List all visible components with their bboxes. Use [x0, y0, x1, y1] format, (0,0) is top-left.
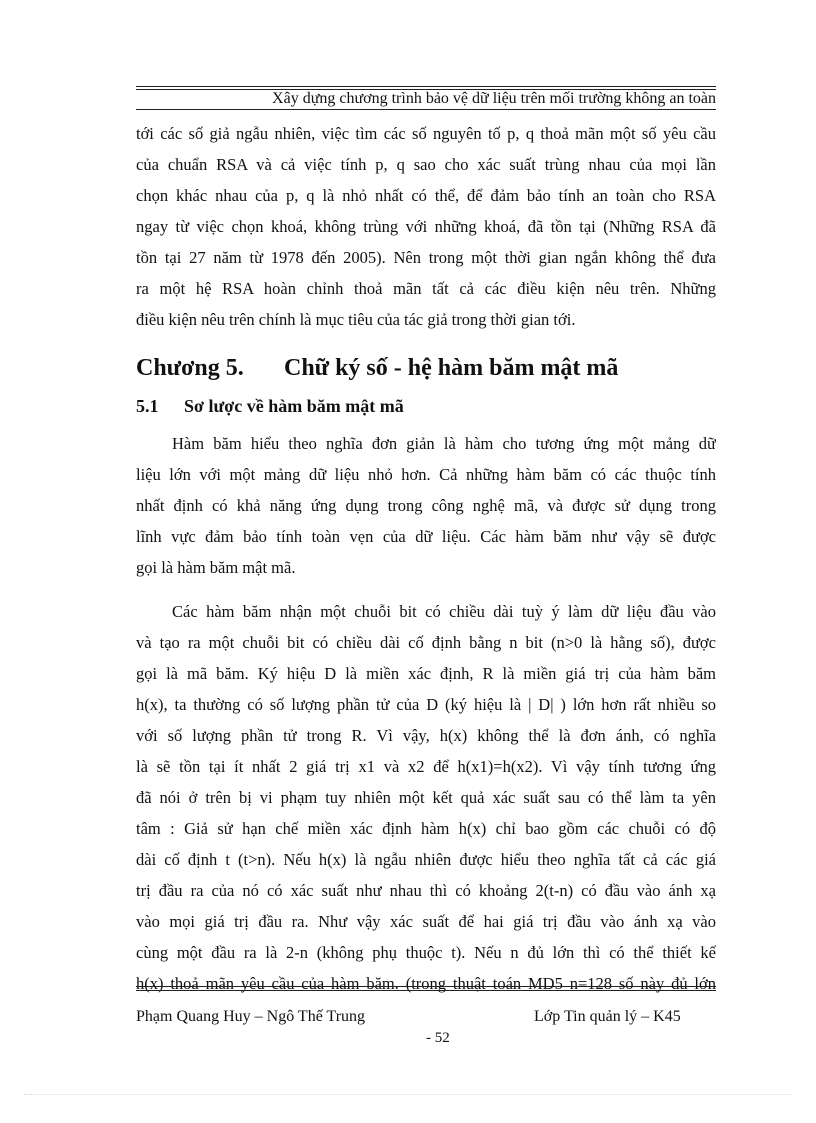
text-line: gọi là hàm băm mật mã.	[136, 558, 296, 577]
text-line: đã nói ở trên bị vi phạm tuy nhiên một kết quả xác suất sau có thể làm ta yên	[136, 788, 716, 807]
header-rule-bottom	[136, 109, 716, 110]
header-rule-mid	[136, 89, 716, 90]
text-line: nhất định có khả năng ứng dụng trong công nghệ mã, và được sử dụng trong	[136, 496, 716, 515]
footer-rule-top	[136, 986, 716, 987]
text-line: cùng một đầu ra là 2-n (không phụ thuộc t). Nếu n đủ lớn thì có thể thiết kế	[136, 943, 716, 962]
page-number: - 52	[426, 1030, 450, 1046]
text-line: và tạo ra một chuỗi bit có chiều dài cố định bằng n bit (n>0 là hằng số), được	[136, 633, 716, 652]
section-title: Sơ lược về hàm băm mật mã	[184, 396, 404, 416]
text-line: tồn tại 27 năm từ 1978 đến 2005). Nên trong một thời gian ngắn không thể đưa	[136, 248, 716, 267]
footer-class: Lớp Tin quản lý – K45	[534, 1008, 681, 1025]
text-line: trị đầu ra của nó có xác suất như nhau thì có khoảng 2(t-n) có đầu vào ánh xạ	[136, 881, 716, 900]
text-line: Các hàm băm nhận một chuỗi bit có chiều dài tuỳ ý làm dữ liệu đầu vào	[172, 602, 716, 621]
text-line: ngay từ việc chọn khoá, không trùng với những khoá, đã tồn tại (Những RSA đã	[136, 217, 716, 236]
text-line: chọn khác nhau của p, q là nhỏ nhất có thể, để đảm bảo tính an toàn cho RSA	[136, 186, 716, 205]
running-header: Xây dựng chương trình bảo vệ dữ liệu trên mối trường không an toàn	[272, 90, 716, 107]
text-line: liệu lớn với một mảng dữ liệu nhỏ hơn. Cả những hàm băm có các thuộc tính	[136, 465, 716, 484]
header-rule-top	[136, 86, 716, 87]
text-line: là sẽ tồn tại ít nhất 2 giá trị x1 và x2 để h(x1)=h(x2). Vì vậy tính tương ứng	[136, 757, 716, 776]
footer-authors: Phạm Quang Huy – Ngô Thế Trung	[136, 1008, 366, 1025]
text-line: Hàm băm hiểu theo nghĩa đơn giản là hàm cho tương ứng một mảng dữ	[172, 434, 716, 453]
text-line: với số lượng phần tử trong R. Vì vậy, h(x) không thể là đơn ánh, có nghĩa	[136, 726, 716, 745]
chapter-title: Chữ ký số - hệ hàm băm mật mã	[284, 355, 619, 381]
section-number: 5.1	[136, 396, 159, 416]
footer-rule-bottom	[136, 990, 716, 991]
text-line: dài cố định t (t>n). Nếu h(x) là ngẫu nhiên được hiểu theo nghĩa tất cả các giá	[136, 850, 716, 869]
text-line: vào mọi giá trị đầu ra. Như vậy xác suất để hai giá trị đầu vào ánh xạ vào	[136, 912, 716, 931]
text-line: tới các số giả ngẫu nhiên, việc tìm các số nguyên tố p, q thoả mãn một số yêu cầu	[136, 124, 716, 143]
text-line: h(x) thoả mãn yêu cầu của hàm băm. (trong thuật toán MD5 n=128 số này đủ lớn	[136, 974, 716, 993]
text-line: lĩnh vực đảm bảo tính toàn vẹn của dữ liệu. Các hàm băm như vậy sẽ được	[136, 527, 716, 546]
chapter-heading	[136, 355, 618, 382]
chapter-number: Chương 5.	[136, 355, 244, 381]
text-line: gọi là mã băm. Ký hiệu D là miền xác định, R là miền giá trị của hàm băm	[136, 664, 716, 683]
text-line: tâm : Giả sử hạn chế miền xác định hàm h(x) chỉ bao gồm các chuỗi có độ	[136, 819, 716, 838]
text-line: h(x), ta thường có số lượng phần tử của D (ký hiệu là | D| ) lớn hơn rất nhiều so	[136, 695, 716, 714]
text-line: điều kiện nêu trên chính là mục tiêu của tác giả trong thời gian tới.	[136, 310, 576, 329]
page-bottom-divider	[24, 1094, 792, 1095]
text-line: của chuẩn RSA và cả việc tính p, q sao cho xác suất trùng nhau của mọi lần	[136, 155, 716, 174]
text-line: ra một hệ RSA hoàn chỉnh thoả mãn tất cả các điều kiện nêu trên. Những	[136, 279, 716, 298]
section-heading	[136, 396, 404, 417]
